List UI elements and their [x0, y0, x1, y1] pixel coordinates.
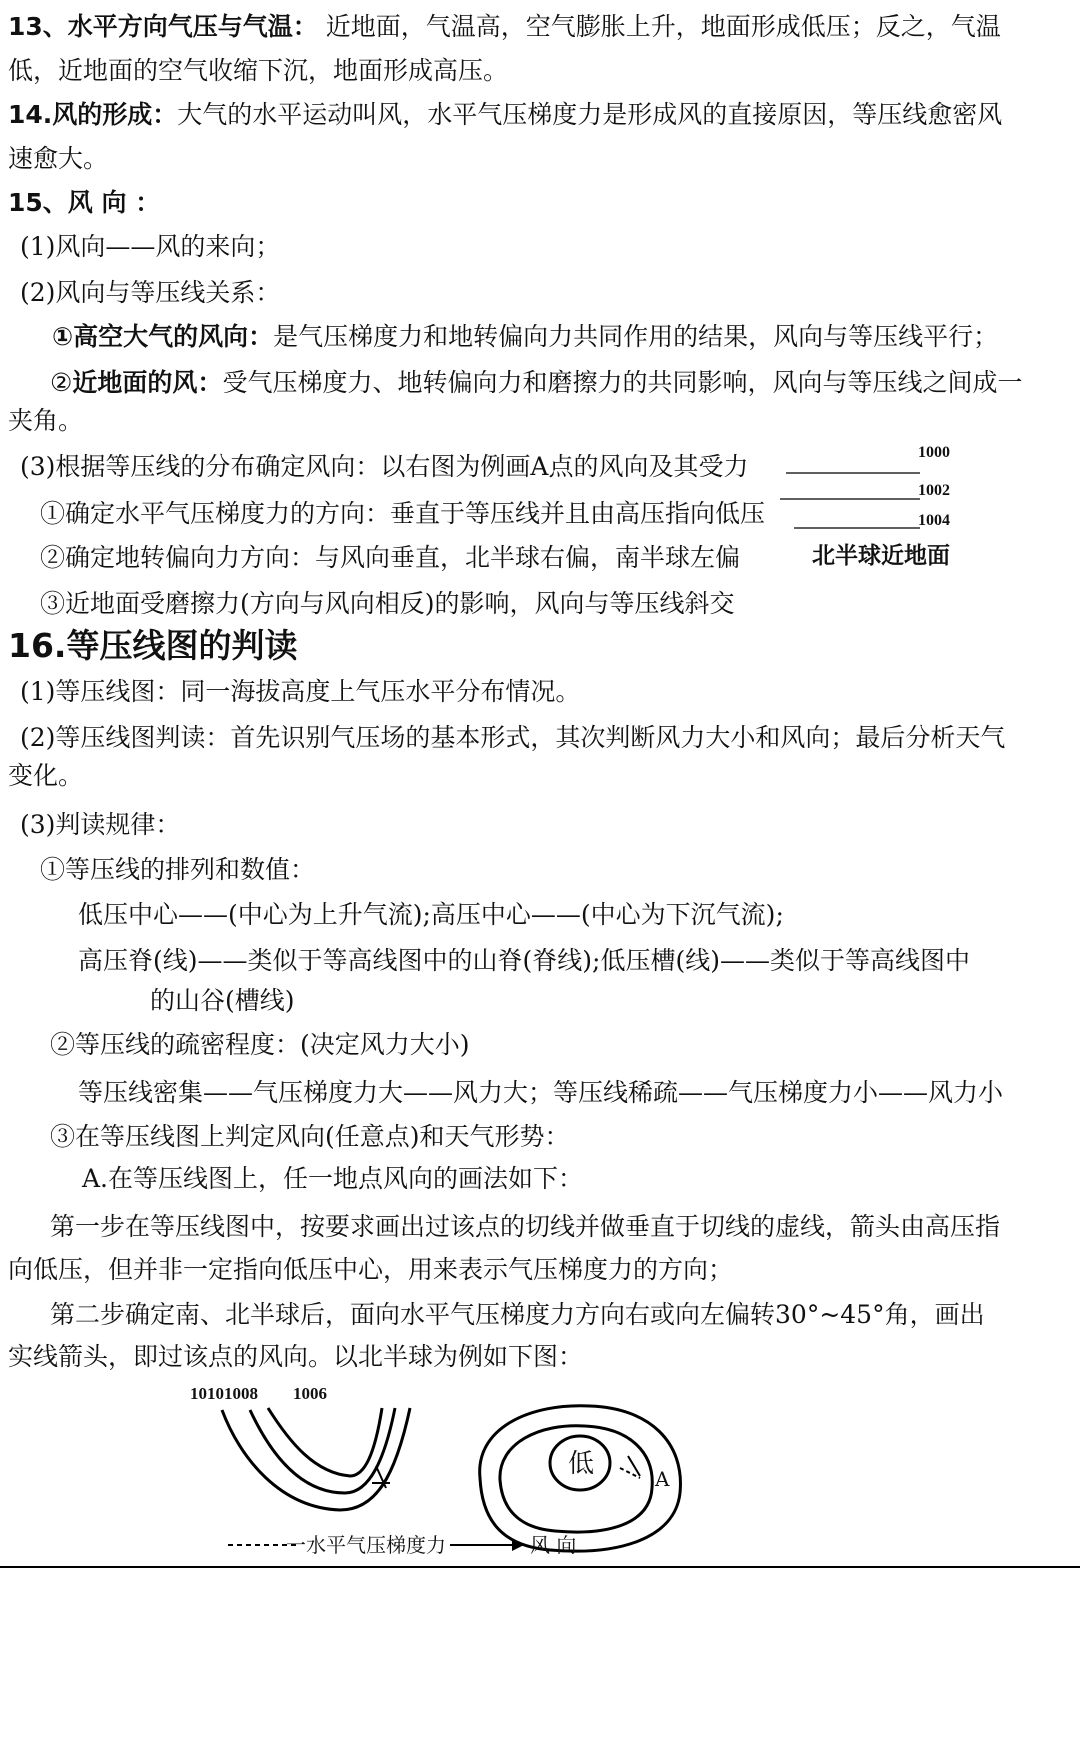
bottom-rule [0, 1566, 1080, 1568]
s15-p2: (2)风向与等压线关系： [20, 278, 281, 307]
s16-r2a: 等压线密集——气压梯度力大——风力大；等压线稀疏——气压梯度力小——风力小 [78, 1078, 1004, 1107]
trough-label-left: 10101008 [190, 1384, 258, 1403]
s16-title: 16.等压线图的判读 [8, 626, 298, 665]
s13-title: 13、水平方向气压与气温： [8, 12, 318, 41]
s14-text2: 速愈大。 [8, 144, 109, 173]
s15-p2a-text: 是气压梯度力和地转偏向力共同作用的结果，风向与等压线平行； [273, 322, 999, 351]
s15-p2a [52, 320, 998, 354]
s16-r3a: A.在等压线图上，任一地点风向的画法如下： [82, 1164, 584, 1193]
legend-pgf-label: 一水平气压梯度力 [286, 1533, 446, 1557]
isobar-caption: 北半球近地面 [812, 543, 950, 569]
legend-wind-arrowhead [512, 1539, 524, 1551]
s15-p3a: ①确定水平气压梯度力的方向：垂直于等压线并且由高压指向低压 [40, 499, 766, 528]
s13-text2: 低，近地面的空气收缩下沉，地面形成高压。 [8, 56, 509, 85]
point-a-label: A [655, 1467, 670, 1491]
trough-label-mid: 1006 [293, 1384, 327, 1403]
s16-r1b-line1: 高压脊(线)——类似于等高线图中的山脊(脊线);低压槽(线)——类似于等高线图中 [78, 946, 970, 975]
low-center-label: 低 [568, 1449, 595, 1479]
s15-p2b-prefix: ② [50, 368, 73, 397]
s16-p2-line1: (2)等压线图判读：首先识别气压场的基本形式，其次判断风力大小和风向；最后分析天气 [20, 723, 1006, 752]
legend-wind-label: 风 向 [530, 1533, 577, 1557]
s16-step1-line2: 向低压，但并非一定指向低压中心，用来表示气压梯度力的方向； [8, 1255, 734, 1284]
s16-step2-line2: 实线箭头，即过该点的风向。以北半球为例如下图： [8, 1342, 584, 1371]
s16-r2: ②等压线的疏密程度：(决定风力大小) [50, 1030, 470, 1059]
s14-text1: 大气的水平运动叫风，水平气压梯度力是形成风的直接原因，等压线愈密风 [177, 100, 1003, 129]
s15-p1: (1)风向——风的来向； [20, 232, 281, 261]
isobar-label-1002: 1002 [918, 482, 950, 499]
s16-r1: ①等压线的排列和数值： [40, 855, 316, 884]
s16-p1: (1)等压线图：同一海拔高度上气压水平分布情况。 [20, 677, 581, 706]
s13-text1: 近地面，气温高，空气膨胀上升，地面形成低压；反之，气温 [325, 12, 1001, 41]
s15-p2b-text: 受气压梯度力、地转偏向力和磨擦力的共同影响，风向与等压线之间成一 [222, 368, 1023, 397]
s15-title: 15、风 向 ： [8, 188, 161, 217]
s14-line1 [8, 98, 1002, 132]
s15-p2a-title: ①高空大气的风向： [52, 322, 274, 351]
s16-step1-line1: 第一步在等压线图中，按要求画出过该点的切线并做垂直于切线的虚线，箭头由高压指 [50, 1212, 1001, 1241]
isobar-label-1000: 1000 [918, 444, 950, 461]
s16-r3: ③在等压线图上判定风向(任意点)和天气形势： [50, 1122, 570, 1151]
s15-p3c: ③近地面受磨擦力(方向与风向相反)的影响，风向与等压线斜交 [40, 589, 735, 618]
isobar-label-1004: 1004 [918, 512, 950, 529]
s16-r1a: 低压中心——(中心为上升气流);高压中心——(中心为下沉气流); [78, 900, 784, 929]
s16-r1b-line2: 的山谷(槽线) [150, 986, 295, 1015]
s16-p2-line2: 变化。 [8, 761, 84, 790]
s15-p3: (3)根据等压线的分布确定风向：以右图为例画A点的风向及其受力 [20, 452, 749, 481]
wind-arrow-a [628, 1456, 640, 1476]
s15-p2b-line2: 夹角。 [8, 406, 84, 435]
s13-line1 [8, 10, 1001, 44]
s15-p3b: ②确定地转偏向力方向：与风向垂直，北半球右偏，南半球左偏 [40, 543, 741, 572]
s14-title: 14.风的形成： [8, 100, 178, 129]
s16-step2-line1: 第二步确定南、北半球后，面向水平气压梯度力方向右或向左偏转30°~45°角，画出 [50, 1300, 985, 1329]
s16-p3: (3)判读规律： [20, 810, 181, 839]
s15-p2b [50, 366, 1022, 400]
s15-p2b-title: 近地面的风： [72, 368, 223, 397]
